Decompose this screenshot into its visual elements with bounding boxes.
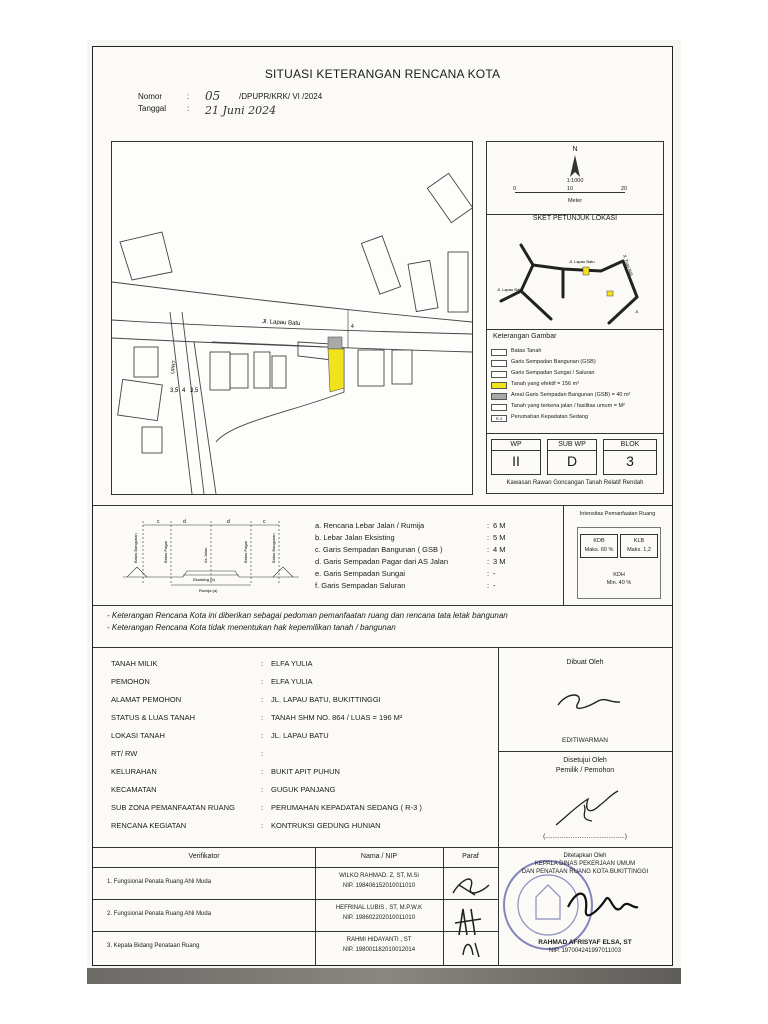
subwp-value: D <box>566 453 578 469</box>
scale-unit: Meter <box>567 198 583 204</box>
cs-eksisting: Eksisting (b) <box>193 577 216 582</box>
legend-swatch-boundary <box>491 349 507 356</box>
ver-header-role: Verifikator <box>188 853 220 860</box>
cs-letter-1: d <box>183 519 186 525</box>
dibuat-oleh: Dibuat Oleh <box>566 659 604 666</box>
scale-bar <box>515 192 625 193</box>
legend-swatch-river <box>491 371 507 378</box>
north-scale-box <box>486 141 664 215</box>
note-1: - Keterangan Rencana Kota ini diberikan sebagai pedoman pemanfaatan ruang dan rencana tata letak bangunan <box>107 611 508 620</box>
document-sheet: SITUASI KETERANGAN RENCANA KOTA Nomor : 05 /DPUPR/KRK/ VI /2024 Tanggal : 21 Juni 2024 4 Jl. Lapau Batu UPRT 3,5 4 3,5 N 1:1000 0 10 20 Meter SKET PETUNJUK LOKASI Jl. Lapau Batu Jl. Lapau Batu Jl. Tuan Nah Jl. Keterangan Gambar Batas Tanah Garis Sempadan Bangunan (GSB) Garis Sempadan Sungai / Saluran Tanah yang efektif = 156 m² Areal Garis Sempadan Bangunan (GSB) = 40 m² Tanah yang terkena jalan / fasilitas umum = M² R-3 Perumahan Kepadatan Sedang WP II SUB WP D BLOK 3 Kawasan Rawan Goncangan Tanah Relatif Rendah Batas Bangunan Batas Pagar As Jalan Batas Pagar Batas Bangunan d c d c Eksisting (b) Rumija (a) a. Rencana Lebar Jalan / Rumija : 6 M b. Lebar Jalan Eksisting : 5 M c. Garis Sempadan Bangunan ( GSB ) : 4 M d. Garis Sempadan Pagar dari AS Jalan : 3 M e. Garis Sempadan Sungai : - f. Garis Sempadan Saluran : - Intensitas Pemanfaatan Ruang KDB Maks. 60 % KLB Maks. 1,2 KDH Min. 40 % - Keterangan Rencana Kota ini diberikan sebagai pedoman pemanfaatan ruang dan rencana tata letak bangunan - Keterangan Rencana Kota tidak menentukan hak kepemilikan tanah / bangunan TANAH MILIK : ELFA YULIA PEMOHON : ELFA YULIA ALAMAT PEMOHON : JL. LAPAU BATU, BUKITTINGGI STATUS & LUAS TANAH : TANAH SHM NO. 864 / LUAS = 196 M² LOKASI TANAH : JL. LAPAU BATU RT/ RW : KELURAHAN : BUKIT APIT PUHUN KECAMATAN : GUGUK PANJANG SUB ZONA PEMANFAATAN RUANG : PERUMAHAN KEPADATAN SEDANG ( R-3 ) RENCANA KEGIATAN : KONTRUKSI GEDUNG HUNIAN Dibuat Oleh EDITIWARMAN Disetujui Oleh Pemilik / Pemohon (............................................) Verifikator Nama / NIP Paraf 1. Fungsional Penata Ruang Ahli Muda WILKO RAHMAD. Z, ST, M.Si NIP. 198406152010011010 2. Fungsional Penata Ruang Ahli Muda HEFRINAL LUBIS , ST, M.P.W.K NIP. 198602202010011010 3. Kepala Bidang Penataan Ruang RAHMI HIDAYANTI , ST NIP. 198001182010012014 Ditetapkan Oleh KEPALA DINAS PEKERJAAN UMUM DAN PENATAAN RUANG KOTA BUKITTINGGI RAHMAD AFRISYAF ELSA, ST NIP. 197004241997011003 <box>92 46 673 966</box>
wp-value: II <box>512 453 520 469</box>
intensity-box: KDB Maks. 60 % KLB Maks. 1,2 KDH Min. 40 % <box>577 527 661 599</box>
tanggal-value: 21 Juni 2024 <box>205 104 277 117</box>
cross-section-diagram <box>123 513 303 595</box>
legend-swatch-effective <box>491 382 507 389</box>
effective-plot <box>328 349 344 392</box>
dibuat-name: EDITIWARMAN <box>562 737 608 744</box>
kdh-value: Min. 40 % <box>606 580 632 586</box>
ver-header-paraf: Paraf <box>462 853 479 860</box>
klb-value: Maks. 1,2 <box>627 547 651 553</box>
cs-letter-3: d <box>227 519 230 525</box>
nomor-suffix: /DPUPR/KRK/ VI /2024 <box>239 92 323 101</box>
ver-role: 2. Fungsional Penata Ruang Ahli Muda <box>107 911 212 917</box>
kepala-name: RAHMAD AFRISYAF ELSA, ST <box>538 939 632 946</box>
cs-letter-2: c <box>157 519 160 525</box>
dim-2: 4 <box>182 388 186 394</box>
side-road-label: UPRT <box>170 360 178 375</box>
road-label: Jl. Lapau Batu <box>261 319 301 328</box>
kepala-nip: NIP. 197004241997011003 <box>548 948 622 954</box>
ver-name: RAHMI HIDAYANTI , ST <box>346 937 412 943</box>
zoning-box <box>486 433 664 494</box>
wp-cell: WP II <box>491 439 541 475</box>
site-map-drawing <box>112 142 472 494</box>
location-sketch-map <box>491 225 659 325</box>
site-map <box>111 141 473 495</box>
sketch-road-1: Jl. Lapau Batu <box>569 259 595 264</box>
cs-letter-4: c <box>263 519 266 525</box>
nomor-label: Nomor <box>138 92 163 101</box>
ditetapkan-oleh: Ditetapkan Oleh <box>563 853 607 859</box>
cs-label-5: Batas Bangunan <box>271 533 276 563</box>
scan-edge-shadow <box>87 968 681 984</box>
gsb-item: c. Garis Sempadan Bangunan ( GSB ) : 4 M <box>315 545 506 554</box>
nomor-number: 05 <box>205 89 221 103</box>
tanggal-colon: : <box>187 104 190 113</box>
gsb-item: f. Garis Sempadan Saluran : - <box>315 581 496 590</box>
scale-ratio: 1:1000 <box>566 178 584 184</box>
ver-header-name: Nama / NIP <box>360 853 398 860</box>
dim-1: 3,5 <box>170 388 179 394</box>
sketch-road-4: Jl. <box>635 309 639 314</box>
cs-label-3: As Jalan <box>203 547 208 563</box>
north-arrow-icon <box>569 155 581 177</box>
ver-name: WILKO RAHMAD. Z, ST, M.Si <box>339 873 419 879</box>
sketch-road-3: Jl. Tuan Nah <box>622 253 635 277</box>
legend-title: Keterangan Gambar <box>493 333 557 340</box>
kepala-title-2: DAN PENATAAN RUANG KOTA BUKITTINGGI <box>521 869 649 875</box>
pemilik-blank: (............................................) <box>543 833 627 840</box>
klb-cell: KLB Maks. 1,2 <box>620 534 658 558</box>
disetujui-oleh: Disetujui Oleh <box>563 757 607 764</box>
blok-cell: BLOK 3 <box>603 439 657 475</box>
legend-swatch-road <box>491 404 507 411</box>
gsb-item: e. Garis Sempadan Sungai : - <box>315 569 496 578</box>
location-sketch <box>486 213 664 330</box>
kepala-title-1: KEPALA DINAS PEKERJAAN UMUM <box>534 861 636 867</box>
kdb-cell: KDB Maks. 60 % <box>580 534 618 558</box>
signature-editiwarman <box>548 687 628 717</box>
gsb-item: d. Garis Sempadan Pagar dari AS Jalan : 3 M <box>315 557 506 566</box>
kdb-value: Maks. 60 % <box>584 547 614 553</box>
gsb-dimension: 4 <box>351 324 354 330</box>
tanggal-label: Tanggal <box>138 104 167 113</box>
scale-tick-10: 10 <box>567 186 574 192</box>
blok-value: 3 <box>626 453 634 469</box>
scale-tick-20: 20 <box>621 186 628 192</box>
gsb-item: b. Lebar Jalan Eksisting : 5 M <box>315 533 506 542</box>
north-label: N <box>572 146 578 153</box>
document-title: SITUASI KETERANGAN RENCANA KOTA <box>264 67 501 81</box>
cs-label-1: Batas Bangunan <box>133 533 138 563</box>
note-2: - Keterangan Rencana Kota tidak menentukan hak kepemilikan tanah / bangunan <box>107 623 396 632</box>
scale-tick-0: 0 <box>513 186 517 192</box>
nomor-colon: : <box>187 92 190 101</box>
ver-name: HEFRINAL LUBIS , ST, M.P.W.K <box>335 905 423 911</box>
subwp-cell: SUB WP D <box>547 439 597 475</box>
pemilik-pemohon: Pemilik / Pemohon <box>555 767 615 774</box>
cs-label-2: Batas Pagar <box>163 540 168 563</box>
ver-role: 3. Kepala Bidang Penataan Ruang <box>107 943 200 949</box>
gsb-area <box>328 337 342 349</box>
zoning-caption: Kawasan Rawan Goncangan Tanah Relatif Rendah <box>506 480 644 486</box>
cs-rumija: Rumija (a) <box>199 588 218 593</box>
ver-nip: NIP. 198001182010012014 <box>342 947 416 953</box>
gsb-item: a. Rencana Lebar Jalan / Rumija : 6 M <box>315 521 506 530</box>
ver-nip: NIP. 198602202010011010 <box>342 915 416 921</box>
sketch-road-2: Jl. Lapau Batu <box>497 287 523 292</box>
paraf-signatures <box>445 869 497 963</box>
dim-3: 3,5 <box>190 388 199 394</box>
ver-nip: NIP. 198406152010011010 <box>342 883 416 889</box>
legend-swatch-gsb-area <box>491 393 507 400</box>
legend-swatch-zone: R-3 <box>491 415 507 422</box>
location-sketch-title: SKET PETUNJUK LOKASI <box>532 215 618 222</box>
ver-role: 1. Fungsional Penata Ruang Ahli Muda <box>107 879 212 885</box>
cs-label-4: Batas Pagar <box>243 540 248 563</box>
intensity-title: Intensitas Pemanfaatan Ruang <box>579 511 656 517</box>
legend-swatch-gsb <box>491 360 507 367</box>
signature-pemohon <box>548 785 628 835</box>
